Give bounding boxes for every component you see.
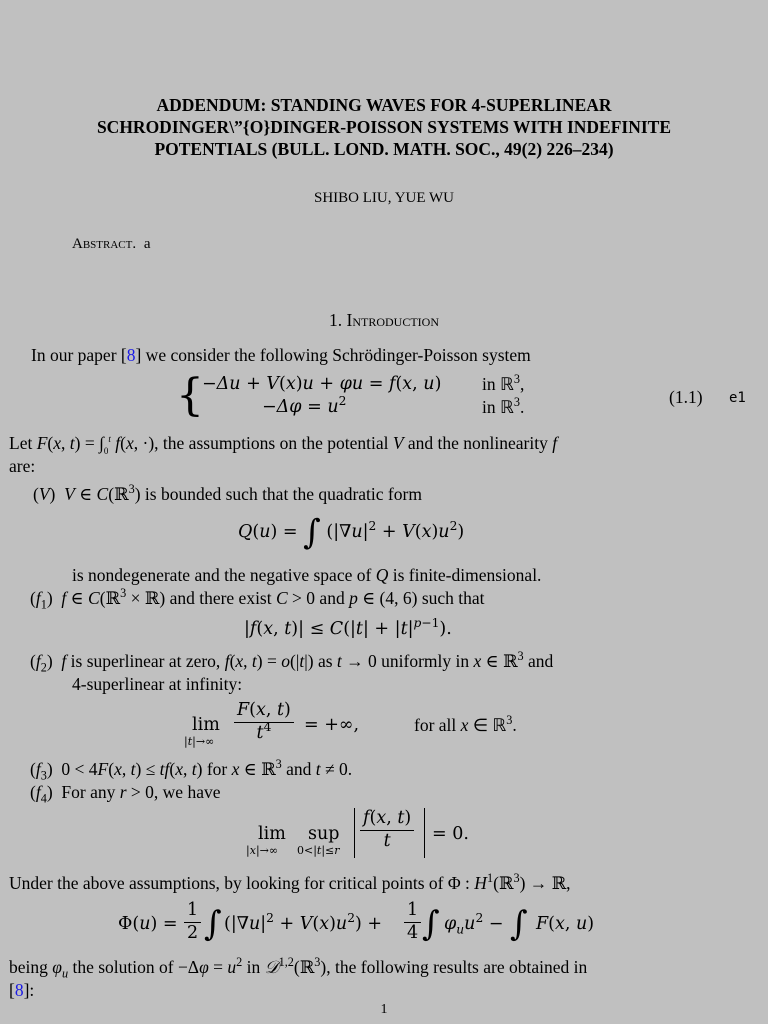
eq-line-1: −Δu + V(x)u + φu = f(x, u): [202, 374, 442, 394]
assumption-f1: $(f_1)$ f ∈ C(ℝ$^3$ × ℝ) and there exist C > 0 and p ∈ (4, 6) such that: [30, 586, 485, 612]
section-number: 1.: [329, 310, 343, 330]
assumption-f4: $(f_4)$ For any r > 0, we have: [30, 782, 221, 806]
assumption-V-cont: is nondegenerate and the negative space of Q is finite-dimensional.: [72, 565, 542, 585]
equation-label: e1: [729, 390, 746, 406]
assumption-f2-cont: 4-superlinear at infinity:: [72, 674, 243, 694]
title-line-2: SCHRODINGER\”{O}DINGER-POISSON SYSTEMS WITH INDEFINITE: [96, 117, 672, 137]
results-intro: being $\varphi_u$ the solution of $-\Delta\varphi = u^2$ in 𝒟$^{1,2}$(ℝ$^3$), the following results are obtained in: [9, 955, 588, 981]
title-line-3: POTENTIALS (BULL. LOND. MATH. SOC., 49(2) 226–234): [154, 139, 614, 159]
eq-line-2: $-\Delta\varphi = u^2$: [262, 394, 347, 417]
f1-bound: |f(x, $t)| \le C(|t| + |t|^{p-1})$.: [244, 616, 452, 639]
f4-limit: lim |x|→∞ sup 0<|t|≤r $\frac{f(x, t)}{t}$ = 0.: [246, 808, 469, 857]
assumptions-intro-line2: are:: [9, 456, 36, 476]
abstract-label: Abstract.: [72, 236, 137, 252]
intro-paragraph: In our paper [8] we consider the following Schrödinger-Poisson system: [31, 345, 531, 365]
abstract-text: a: [143, 236, 151, 252]
title-line-1: ADDENDUM: STANDING WAVES FOR 4-SUPERLINEAR: [156, 95, 612, 115]
critical-points-text: Under the above assumptions, by looking for critical points of Φ : $H^1(ℝ^3)$ → ℝ,: [9, 871, 571, 893]
equation-1-1: { −Δu + V(x)u + φu = f(x, u) $-\Delta\varphi = u^2$ in ℝ$^3$, in ℝ$^3$.: [176, 370, 525, 421]
authors: SHIBO LIU, YUE WU: [314, 190, 454, 206]
page-number: 1: [380, 1002, 388, 1017]
section-heading: [0, 310, 768, 332]
f2-limit: lim |t|→∞ $\frac{F(x, t)}{t^4}$ = +∞, for all x ∈ ℝ$^3$.: [184, 700, 517, 748]
assumption-f3: $(f_3) 0 < 4F(x$, t) ≤ tf(x, t) for x ∈ ℝ$^3$ and t ≠ 0.: [30, 757, 353, 783]
abstract: [72, 235, 151, 254]
assumption-f2: $(f_2)$ f is superlinear at zero, f(x, t) = o(|t|) as t → 0 uniformly in x ∈ ℝ$^3$ and: [30, 649, 554, 675]
paper-title: [0, 94, 768, 160]
section-title: Introduction: [346, 310, 439, 330]
citation-link[interactable]: 8: [126, 345, 136, 365]
functional-phi: Φ(u) = $\frac{1}{2}$ ∫ $(|\nabla u|^2 + V(x)u^2)$ + $\frac{1}{4}$ ∫ $\varphi_uu^2$ − ∫ F(x, u): [118, 900, 595, 944]
assumptions-intro: Let F(x, $t) = \int_0^t$ f(x, ·), the assumptions on the potential V and the nonlinearity f: [9, 433, 558, 456]
quadratic-form: Q(u) = ∫ $(|\nabla u|^2 + V(x)u^2)$: [238, 512, 465, 553]
citation-link-2[interactable]: 8: [14, 980, 24, 1000]
results-intro-line2: [8]:: [9, 980, 35, 1000]
assumption-V: (V) V ∈ C(ℝ$^3$) is bounded such that the quadratic form: [33, 482, 422, 504]
equation-number: (1.1): [669, 387, 703, 407]
